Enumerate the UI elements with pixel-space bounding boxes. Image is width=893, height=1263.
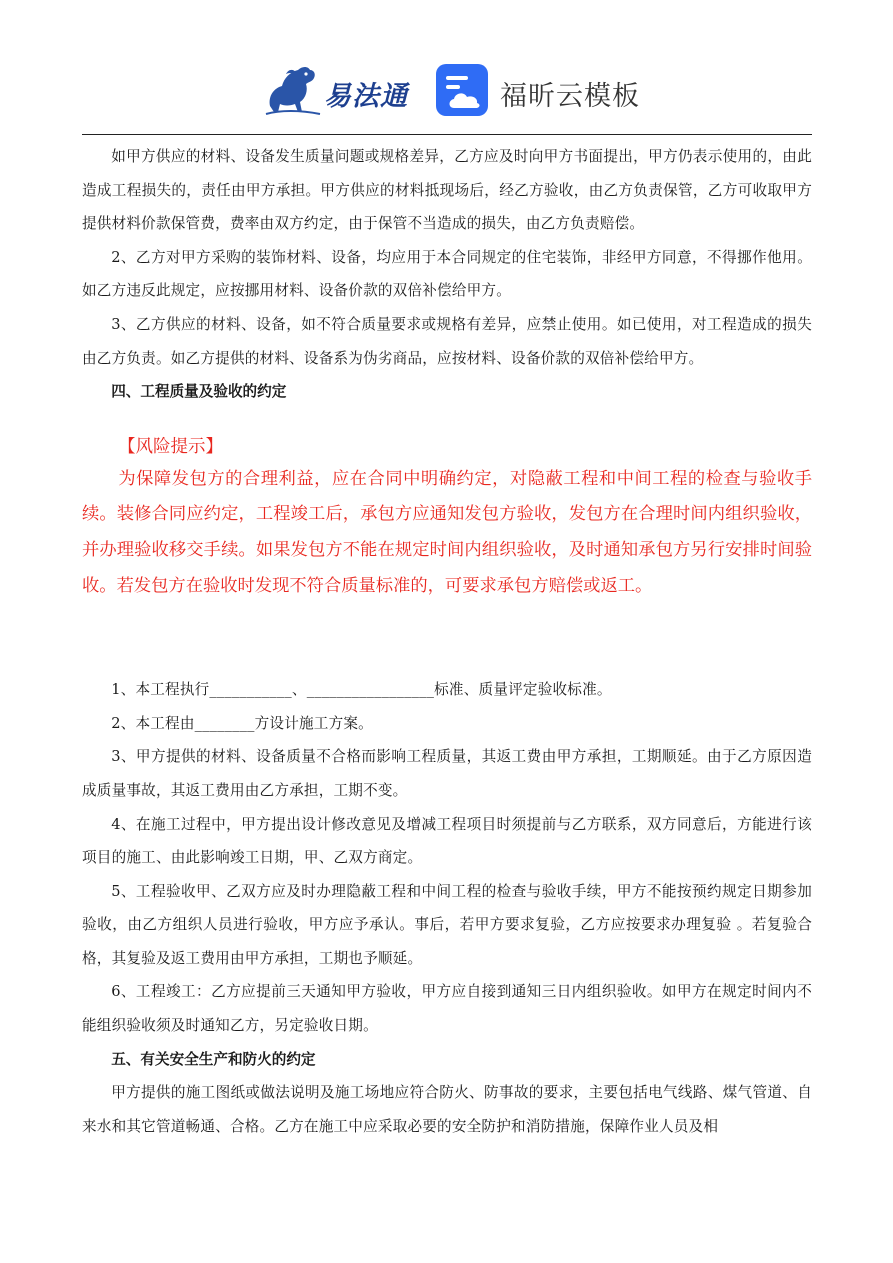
paragraph: 3、乙方供应的材料、设备，如不符合质量要求或规格有差异，应禁止使用。如已使用，对工程造成的损失由乙方负责。如乙方提供的材料、设备系为伪劣商品，应按材料、设备价款的双倍补偿给甲方。 [82, 315, 812, 367]
horse-emblem-icon [262, 62, 322, 118]
yifatong-logo [262, 62, 412, 118]
risk-notice [82, 432, 812, 604]
paragraph: 6、工程竣工：乙方应提前三天通知甲方验收，甲方应自接到通知三日内组织验收。如甲方在规定时间内不能组织验收须及时通知乙方，另定验收日期。 [82, 983, 812, 1035]
paragraph: 如甲方供应的材料、设备发生质量问题或规格差异，乙方应及时向甲方书面提出，甲方仍表示使用的，由此造成工程损失的，责任由甲方承担。甲方供应的材料抵现场后，经乙方验收，由乙方负责保管，乙方可收取甲方提供材料价款保管费，费率由双方约定，由于保管不当造成的损失，由乙方负责赔偿。 [82, 148, 812, 233]
page-header [0, 0, 893, 130]
fuxin-logo-text: 福昕云模板 [500, 81, 640, 112]
risk-notice-title: 【风险提示】 [118, 436, 223, 457]
cloud-document-icon [436, 64, 488, 116]
paragraph: 2、乙方对甲方采购的装饰材料、设备，均应用于本合同规定的住宅装饰，非经甲方同意，不得挪作他用。如乙方违反此规定，应按挪用材料、设备价款的双倍补偿给甲方。 [82, 248, 812, 300]
paragraph: 4、在施工过程中，甲方提出设计修改意见及增减工程项目时须提前与乙方联系，双方同意后，方能进行该项目的施工、由此影响竣工日期，甲、乙双方商定。 [82, 815, 812, 867]
paragraph: 5、工程验收甲、乙双方应及时办理隐蔽工程和中间工程的检查与验收手续，甲方不能按预约规定日期参加验收，由乙方组织人员进行验收，甲方应予承认。事后，若甲方要求复验，乙方应按要求办理复验 。若复验合格，其复验及返工费用由甲方承担，工期也予顺延。 [82, 882, 812, 967]
paragraph: 2、本工程由________方设计施工方案。 [111, 714, 373, 732]
yifatong-logo-text: 易法通 [324, 81, 408, 112]
section-heading: 五、有关安全生产和防火的约定 [111, 1050, 316, 1068]
document-body [82, 140, 812, 1143]
paragraph: 1、本工程执行___________、_________________标准、质量评定验收标准。 [111, 681, 612, 699]
risk-notice-body: 为保障发包方的合理利益，应在合同中明确约定，对隐蔽工程和中间工程的检查与验收手续。装修合同应约定，工程竣工后，承包方应通知发包方验收，发包方在合理时间内组织验收，并办理验收移交手续。如果发包方不能在规定时间内组织验收，及时通知承包方另行安排时间验收。若发包方在验收时发现不符合质量标准的，可要求承包方赔偿或返工。 [82, 468, 812, 596]
fuxin-logo [436, 64, 640, 118]
spacer [82, 604, 812, 673]
paragraph: 甲方提供的施工图纸或做法说明及施工场地应符合防火、防事故的要求，主要包括电气线路、煤气管道、自来水和其它管道畅通、合格。乙方在施工中应采取必要的安全防护和消防措施，保障作业人员及相 [82, 1084, 812, 1135]
paragraph: 3、甲方提供的材料、设备质量不合格而影响工程质量，其返工费由甲方承担，工期顺延。由于乙方原因造成质量事故，其返工费用由乙方承担，工期不变。 [82, 748, 812, 799]
section-heading: 四、工程质量及验收的约定 [111, 383, 287, 401]
header-divider [82, 134, 812, 135]
